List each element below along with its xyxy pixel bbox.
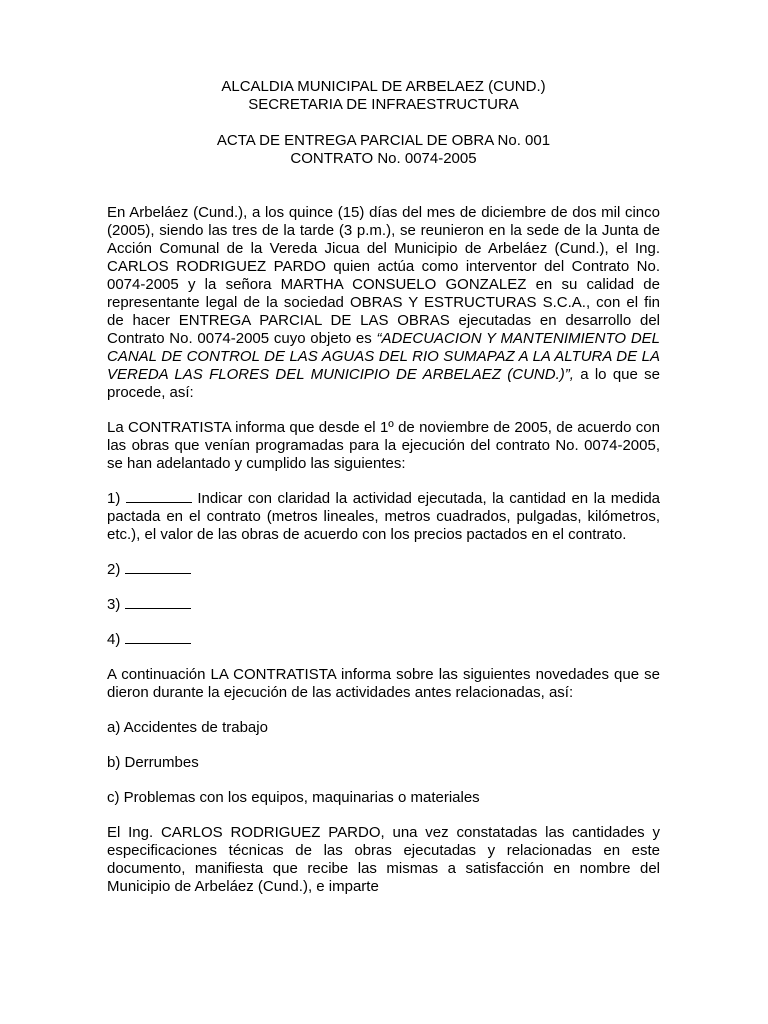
novelty-item-c: c) Problemas con los equipos, maquinarias o materiales	[107, 789, 480, 806]
activity-item-2: 2)	[107, 561, 660, 579]
novelties-paragraph: A continuación LA CONTRATISTA informa sobre las siguientes novedades que se dieron durante la ejecución de las actividades antes relacionadas, así:	[107, 666, 660, 701]
novelty-item-a: a) Accidentes de trabajo	[107, 719, 268, 736]
acceptance-paragraph: El Ing. CARLOS RODRIGUEZ PARDO, una vez constatadas las cantidades y especificaciones técnicas de las obras ejecutadas y relacionadas en este documento, manifiesta que recibe las mismas a satisfacción en nombre del Municipio de Arbeláez (Cund.), e imparte	[107, 824, 660, 895]
intro-paragraph: En Arbeláez (Cund.), a los quince (15) días del mes de diciembre de dos mil cinco (2005), siendo las tres de la tarde (3 p.m.), se reunieron en la sede de la Junta de Acción Comunal de la Vereda Jicua del Municipio de Arbeláez (Cund.), el Ing. CARLOS RODRIGUEZ PARDO quien actúa como interventor del Contrato No. 0074-2005 y la señora MARTHA CONSUELO GONZALEZ en su calidad de representante legal de la sociedad OBRAS Y ESTRUCTURAS S.C.A., con el fin de hacer ENTREGA PARCIAL DE LAS OBRAS ejecutadas en desarrollo del Contrato No. 0074-2005 cuyo objeto es “ADECUACION Y MANTENIMIENTO DEL CANAL DE CONTROL DE LAS AGUAS DEL RIO SUMAPAZ A LA ALTURA DE LA VEREDA LAS FLORES DEL MUNICIPIO DE ARBELAEZ (CUND.)”, a lo que se procede, así:	[107, 204, 660, 401]
activity-item-1: 1) Indicar con claridad la actividad ejecutada, la cantidad en la medida pactada en el contrato (metros lineales, metros cuadrados, pulgadas, kilómetros, etc.), el valor de las obras de acuerdo con los precios pactados en el contrato.	[107, 490, 660, 543]
blank-line	[125, 561, 191, 574]
header-line-1: ALCALDIA MUNICIPAL DE ARBELAEZ (CUND.)	[221, 78, 546, 95]
activity-item-4: 4)	[107, 631, 660, 649]
document-title: ACTA DE ENTREGA PARCIAL DE OBRA No. 001	[216, 132, 551, 149]
blank-line	[125, 596, 191, 609]
novelty-item-b: b) Derrumbes	[107, 754, 199, 771]
blank-line	[125, 631, 191, 644]
contract-number: CONTRATO No. 0074-2005	[290, 150, 477, 167]
document-page	[107, 78, 660, 913]
header-line-2: SECRETARIA DE INFRAESTRUCTURA	[248, 96, 519, 113]
activity-item-3: 3)	[107, 596, 660, 614]
contractor-report-paragraph: La CONTRATISTA informa que desde el 1º de noviembre de 2005, de acuerdo con las obras que venían programadas para la ejecución del contrato No. 0074-2005, se han adelantado y cumplido las siguientes:	[107, 419, 660, 472]
blank-line	[126, 490, 192, 503]
contract-object: “ADECUACION Y MANTENIMIENTO DEL CANAL DE CONTROL DE LAS AGUAS DEL RIO SUMAPAZ A LA ALTURA DE LA VEREDA LAS FLORES DEL MUNICIPIO DE ARBELAEZ (CUND.)”,	[107, 330, 660, 383]
